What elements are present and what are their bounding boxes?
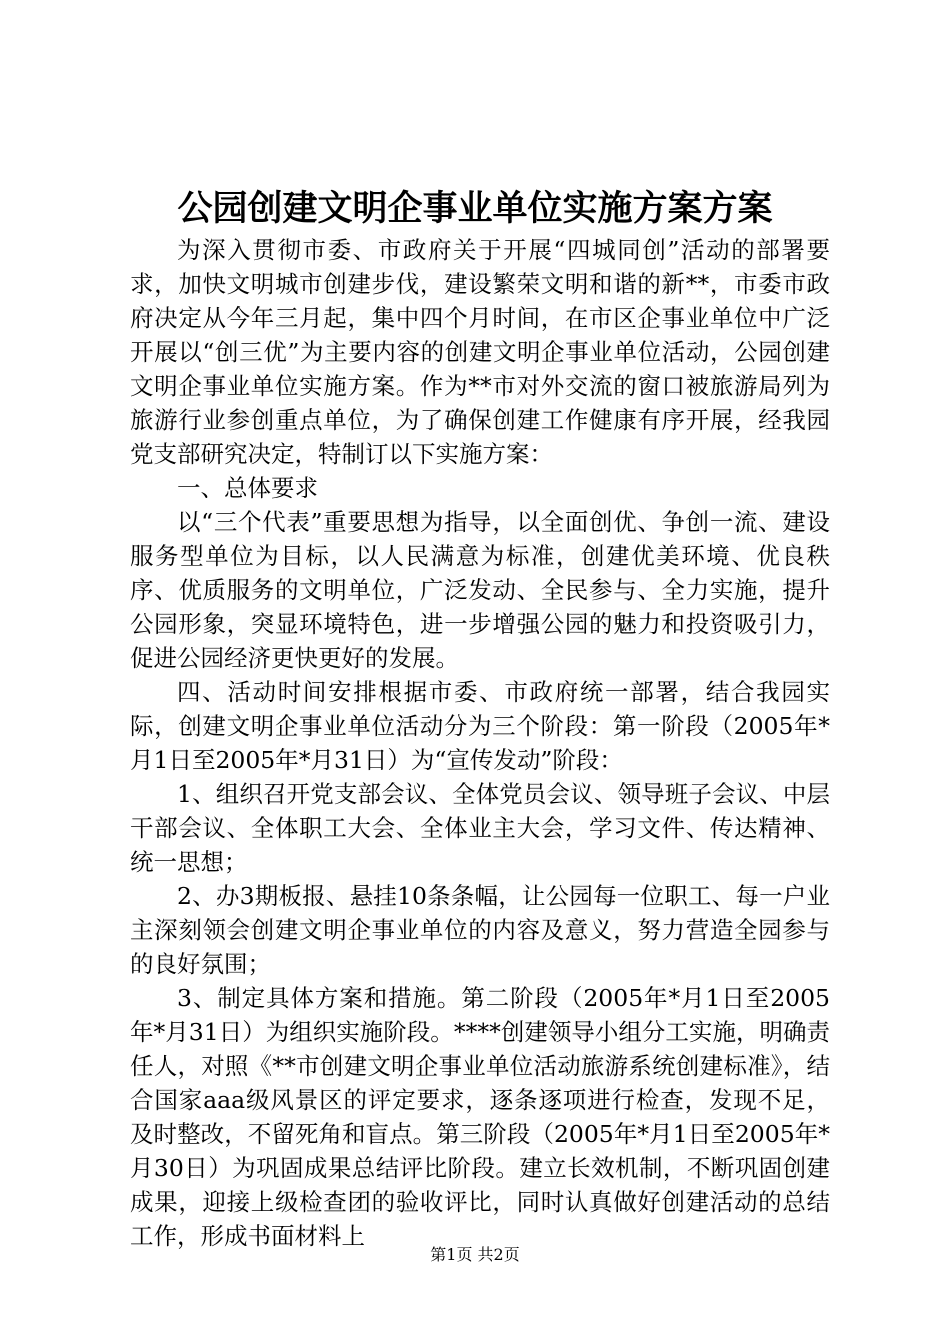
list-item-meetings: 1、组织召开党支部会议、全体党员会议、领导班子会议、中层干部会议、全体职工大会、全体业主大会，学习文件、传达精神、统一思想； xyxy=(130,780,830,876)
paragraph-intro: 为深入贯彻市委、市政府关于开展“四城同创”活动的部署要求，加快文明城市创建步伐，建设繁荣文明和谐的新**，市委市政府决定从今年三月起，集中四个月时间，在市区企事业单位中广泛开展以“创三优”为主要内容的创建文明企事业单位活动，公园创建文明企事业单位实施方案。作为**市对外交流的窗口被旅游局列为旅游行业参创重点单位，为了确保创建工作健康有序开展，经我园党支部研究决定，特制订以下实施方案： xyxy=(130,236,830,468)
page-number: 第1页 共2页 xyxy=(430,1245,520,1264)
heading-overall-requirements: 一、总体要求 xyxy=(177,474,318,502)
paragraph-schedule: 四、活动时间安排根据市委、市政府统一部署，结合我园实际，创建文明企事业单位活动分为三个阶段：第一阶段（2005年*月1日至2005年*月31日）为“宣传发动”阶段： xyxy=(130,678,830,774)
document-title: 公园创建文明企事业单位实施方案方案 xyxy=(177,188,773,229)
list-item-boards-banners: 2、办3期板报、悬挂10条条幅，让公园每一位职工、每一户业主深刻领会创建文明企事业单位的内容及意义，努力营造全园参与的良好氛围； xyxy=(130,882,830,978)
document-body xyxy=(130,233,830,1253)
paragraph-guiding-principles: 以“三个代表”重要思想为指导，以全面创优、争创一流、建设服务型单位为目标，以人民满意为标准，创建优美环境、优良秩序、优质服务的文明单位，广泛发动、全民参与、全力实施，提升公园形象，突显环境特色，进一步增强公园的魅力和投资吸引力，促进公园经济更快更好的发展。 xyxy=(130,508,830,672)
list-item-plans-measures: 3、制定具体方案和措施。第二阶段（2005年*月1日至2005年*月31日）为组织实施阶段。****创建领导小组分工实施，明确责任人，对照《**市创建文明企事业单位活动旅游系统创建标准》，结合国家aaa级风景区的评定要求，逐条逐项进行检查，发现不足，及时整改，不留死角和盲点。第三阶段（2005年*月1日至2005年*月30日）为巩固成果总结评比阶段。建立长效机制，不断巩固创建成果，迎接上级检查团的验收评比，同时认真做好创建活动的总结工作，形成书面材料上 xyxy=(130,984,830,1250)
